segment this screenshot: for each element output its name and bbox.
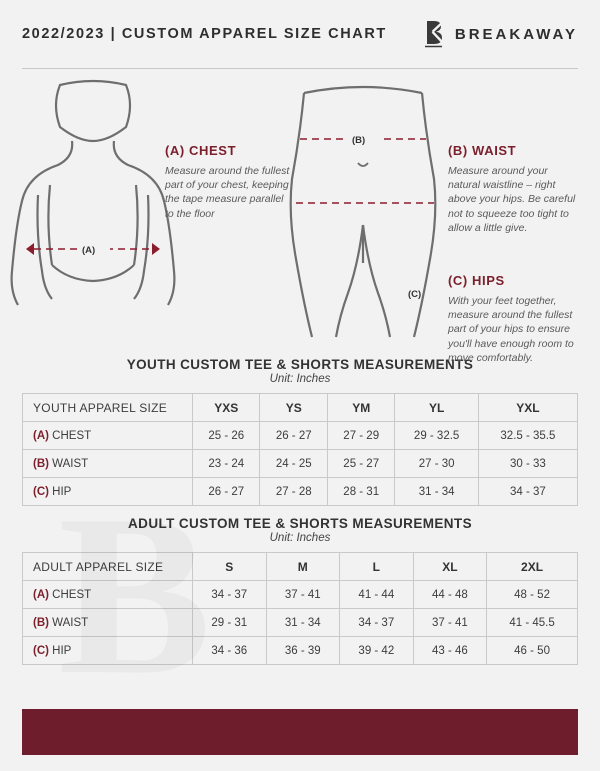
adult-row-2-marker: (C) xyxy=(33,644,49,657)
adult-table-title: ADULT CUSTOM TEE & SHORTS MEASUREMENTS xyxy=(128,516,472,531)
adult-col-1: M xyxy=(266,553,340,581)
youth-cell-0-2: 27 - 29 xyxy=(327,422,394,450)
youth-row-1-name: WAIST xyxy=(52,457,89,470)
adult-section xyxy=(0,516,600,665)
youth-row-1-label xyxy=(23,450,193,478)
note-chest xyxy=(165,143,293,221)
youth-section xyxy=(0,357,600,506)
adult-row-1-label xyxy=(23,609,193,637)
youth-size-table xyxy=(22,393,578,506)
page-header xyxy=(0,0,600,68)
table-row xyxy=(23,609,578,637)
table-row xyxy=(23,478,578,506)
adult-cell-1-4: 41 - 45.5 xyxy=(487,609,578,637)
adult-row-1-marker: (B) xyxy=(33,616,49,629)
adult-cell-0-2: 41 - 44 xyxy=(340,581,414,609)
youth-col-2: YM xyxy=(327,394,394,422)
youth-cell-1-0: 23 - 24 xyxy=(193,450,260,478)
adult-cell-0-4: 48 - 52 xyxy=(487,581,578,609)
adult-row-0-label xyxy=(23,581,193,609)
note-hips-title: (C) HIPS xyxy=(448,273,505,288)
youth-cell-1-2: 25 - 27 xyxy=(327,450,394,478)
youth-cell-2-1: 27 - 28 xyxy=(260,478,327,506)
adult-cell-0-3: 44 - 48 xyxy=(413,581,487,609)
youth-col-0: YXS xyxy=(193,394,260,422)
youth-cell-1-3: 27 - 30 xyxy=(395,450,478,478)
hips-figure-icon xyxy=(278,75,448,345)
youth-cell-0-4: 32.5 - 35.5 xyxy=(478,422,577,450)
youth-row-0-label xyxy=(23,422,193,450)
youth-col-1: YS xyxy=(260,394,327,422)
youth-cell-1-1: 24 - 25 xyxy=(260,450,327,478)
measurement-diagram xyxy=(0,69,600,364)
adult-cell-0-1: 37 - 41 xyxy=(266,581,340,609)
adult-col-0: S xyxy=(193,553,267,581)
adult-cell-2-4: 46 - 50 xyxy=(487,637,578,665)
note-waist-text: Measure around your natural waistline – right above your hips. Be careful not to squeeze too tight to allow a little give. xyxy=(448,165,576,234)
adult-row-1-name: WAIST xyxy=(52,616,89,629)
note-chest-text: Measure around the fullest part of your chest, keeping the tape measure parallel to the floor xyxy=(165,165,290,220)
adult-rowhead-label: ADULT APPAREL SIZE xyxy=(23,553,193,581)
adult-col-4: 2XL xyxy=(487,553,578,581)
adult-table-unit: Unit: Inches xyxy=(269,532,331,544)
youth-table-title: YOUTH CUSTOM TEE & SHORTS MEASUREMENTS xyxy=(126,357,474,372)
adult-cell-1-2: 34 - 37 xyxy=(340,609,414,637)
youth-cell-2-4: 34 - 37 xyxy=(478,478,577,506)
adult-size-table xyxy=(22,552,578,665)
adult-cell-1-3: 37 - 41 xyxy=(413,609,487,637)
adult-row-2-name: HIP xyxy=(52,644,72,657)
youth-cell-0-1: 26 - 27 xyxy=(260,422,327,450)
youth-row-2-label xyxy=(23,478,193,506)
table-row xyxy=(23,637,578,665)
youth-row-2-marker: (C) xyxy=(33,485,49,498)
brand-name: BREAKAWAY xyxy=(454,25,578,43)
youth-rowhead-label: YOUTH APPAREL SIZE xyxy=(23,394,193,422)
adult-cell-2-2: 39 - 42 xyxy=(340,637,414,665)
table-row xyxy=(23,581,578,609)
note-hips xyxy=(448,273,583,365)
table-row xyxy=(23,450,578,478)
svg-text:(A): (A) xyxy=(82,245,96,256)
breakaway-logo-icon xyxy=(423,19,445,49)
youth-row-0-marker: (A) xyxy=(33,429,49,442)
adult-row-0-name: CHEST xyxy=(52,588,92,601)
youth-col-3: YL xyxy=(395,394,478,422)
youth-cell-0-3: 29 - 32.5 xyxy=(395,422,478,450)
adult-cell-2-0: 34 - 36 xyxy=(193,637,267,665)
adult-col-3: XL xyxy=(413,553,487,581)
adult-cell-2-1: 36 - 39 xyxy=(266,637,340,665)
youth-table-unit: Unit: Inches xyxy=(269,373,331,385)
brand-lockup xyxy=(423,19,578,49)
table-row xyxy=(23,422,578,450)
page-title: 2022/2023 | CUSTOM APPAREL SIZE CHART xyxy=(22,26,387,42)
svg-text:(B): (B) xyxy=(352,135,366,146)
footer-bar xyxy=(22,709,578,755)
youth-cell-2-3: 31 - 34 xyxy=(395,478,478,506)
note-chest-title: (A) CHEST xyxy=(165,143,237,158)
diagram-marker-c: (C) xyxy=(408,289,422,300)
youth-cell-0-0: 25 - 26 xyxy=(193,422,260,450)
adult-cell-1-1: 31 - 34 xyxy=(266,609,340,637)
youth-cell-2-0: 26 - 27 xyxy=(193,478,260,506)
adult-cell-2-3: 43 - 46 xyxy=(413,637,487,665)
note-waist xyxy=(448,143,580,235)
table-header-row xyxy=(23,553,578,581)
youth-col-4: YXL xyxy=(478,394,577,422)
youth-row-2-name: HIP xyxy=(52,485,72,498)
adult-cell-0-0: 34 - 37 xyxy=(193,581,267,609)
adult-cell-1-0: 29 - 31 xyxy=(193,609,267,637)
adult-row-0-marker: (A) xyxy=(33,588,49,601)
table-header-row xyxy=(23,394,578,422)
note-waist-title: (B) WAIST xyxy=(448,143,517,158)
youth-cell-2-2: 28 - 31 xyxy=(327,478,394,506)
youth-row-1-marker: (B) xyxy=(33,457,49,470)
adult-row-2-label xyxy=(23,637,193,665)
torso-figure-icon xyxy=(8,75,178,345)
youth-row-0-name: CHEST xyxy=(52,429,92,442)
youth-cell-1-4: 30 - 33 xyxy=(478,450,577,478)
adult-col-2: L xyxy=(340,553,414,581)
note-hips-text: With your feet together, measure around the fullest part of your hips to ensure you'll have enough room to move comfortably. xyxy=(448,295,574,364)
